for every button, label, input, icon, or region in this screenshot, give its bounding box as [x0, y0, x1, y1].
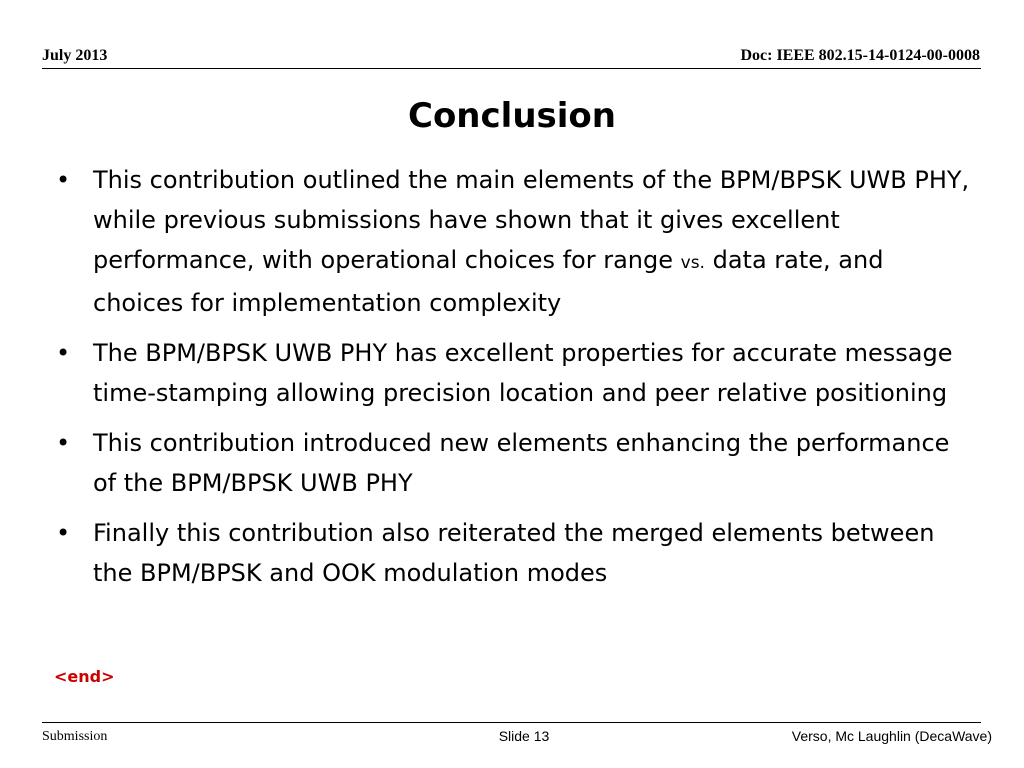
bullet-text: Finally this contribution also reiterated the merged elements between the BPM/BPSK and OOK modulation modes — [93, 519, 935, 587]
bullet-text: data rate, and choices for implementation complexity — [93, 246, 884, 317]
bullet-dot-icon: • — [56, 519, 71, 547]
slide-title: Conclusion — [408, 96, 616, 136]
bullet-dot-icon: • — [56, 339, 71, 367]
footer-submission: Submission — [42, 729, 108, 744]
footer-divider — [42, 722, 981, 723]
bullet-item — [56, 333, 976, 413]
bullet-text: This contribution introduced new elements enhancing the performance of the BPM/BPSK UWB PHY — [93, 429, 950, 497]
footer-slide-number: Slide 13 — [498, 728, 550, 744]
bullet-dot-icon: • — [56, 429, 71, 457]
bullet-text: This contribution outlined the main elements of the BPM/BPSK UWB PHY, while previous submissions have shown that it gives excellent performance, with operational choices for range — [93, 166, 970, 274]
bullet-item — [56, 160, 976, 323]
header-divider — [42, 68, 981, 69]
header-doc-id: Doc: IEEE 802.15-14-0124-00-0008 — [740, 47, 980, 64]
bullet-item — [56, 423, 976, 503]
bullet-dot-icon: • — [56, 166, 71, 194]
header-date: July 2013 — [42, 47, 108, 64]
footer-authors: Verso, Mc Laughlin (DecaWave) — [791, 728, 992, 744]
bullet-text-small: vs. — [680, 253, 705, 273]
end-marker: <end> — [54, 667, 115, 686]
bullet-list — [56, 160, 976, 603]
bullet-text: The BPM/BPSK UWB PHY has excellent properties for accurate message time-stamping allowing precision location and peer relative positioning — [93, 339, 953, 407]
bullet-item — [56, 513, 976, 593]
